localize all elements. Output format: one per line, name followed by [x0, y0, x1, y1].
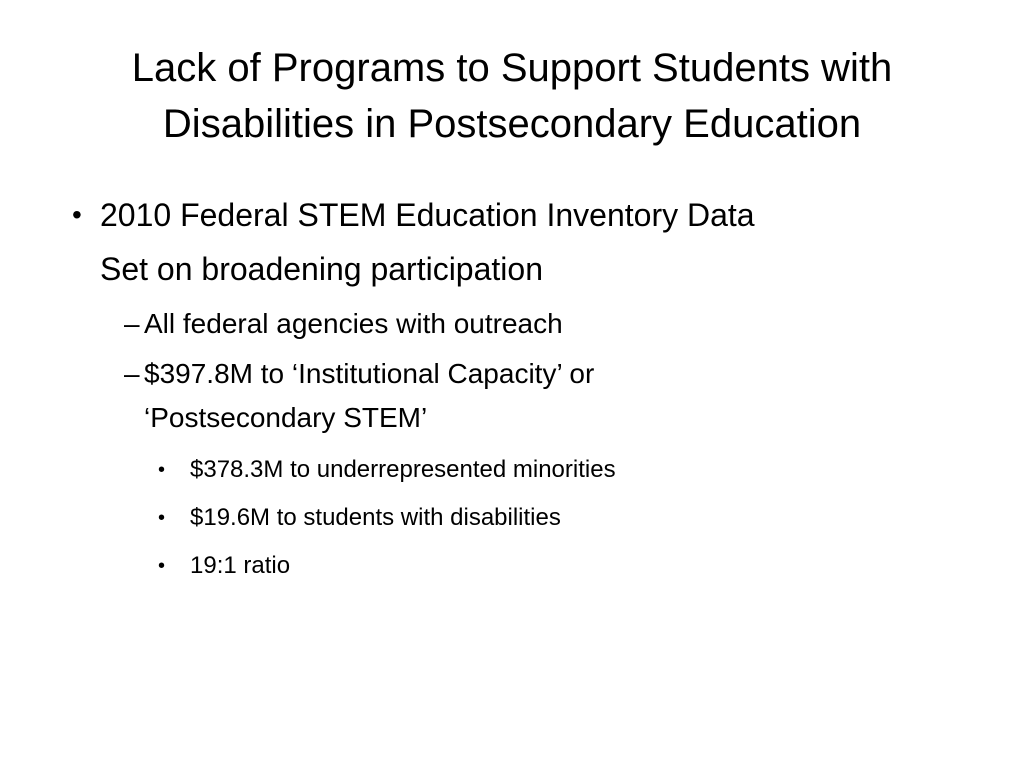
bullet-text-line: Set on broadening participation	[100, 251, 543, 287]
sub-bullet-text-line: ‘Postsecondary STEM’	[144, 402, 428, 433]
slide-title-line: Lack of Programs to Support Students with	[131, 46, 893, 90]
sub-bullet-text-line: All federal agencies with outreach	[144, 308, 563, 339]
dash-icon: –	[124, 308, 140, 339]
sub-bullet-item	[72, 352, 972, 440]
bullet-dot-icon: •	[72, 199, 82, 230]
sub-sub-bullet-text: 19:1 ratio	[190, 552, 291, 579]
bullet-item	[72, 188, 972, 296]
slide-title	[40, 40, 984, 152]
slide-title-line: Disabilities in Postsecondary Education	[162, 102, 862, 146]
bullet-dot-icon: •	[158, 507, 166, 529]
bullet-dot-icon: •	[158, 459, 166, 481]
dash-icon: –	[124, 358, 140, 389]
sub-bullet-text-line: $397.8M to ‘Institutional Capacity’ or	[144, 358, 595, 389]
sub-sub-bullet-text: $19.6M to students with disabilities	[190, 504, 561, 531]
bullet-dot-icon: •	[158, 555, 166, 577]
sub-sub-bullet-item	[72, 452, 972, 488]
slide-body	[72, 188, 972, 584]
sub-bullet-item	[72, 302, 972, 346]
bullet-text-line: 2010 Federal STEM Education Inventory Data	[100, 197, 755, 233]
sub-sub-bullet-item	[72, 548, 972, 584]
sub-sub-bullet-item	[72, 500, 972, 536]
sub-sub-bullet-text: $378.3M to underrepresented minorities	[190, 456, 616, 483]
